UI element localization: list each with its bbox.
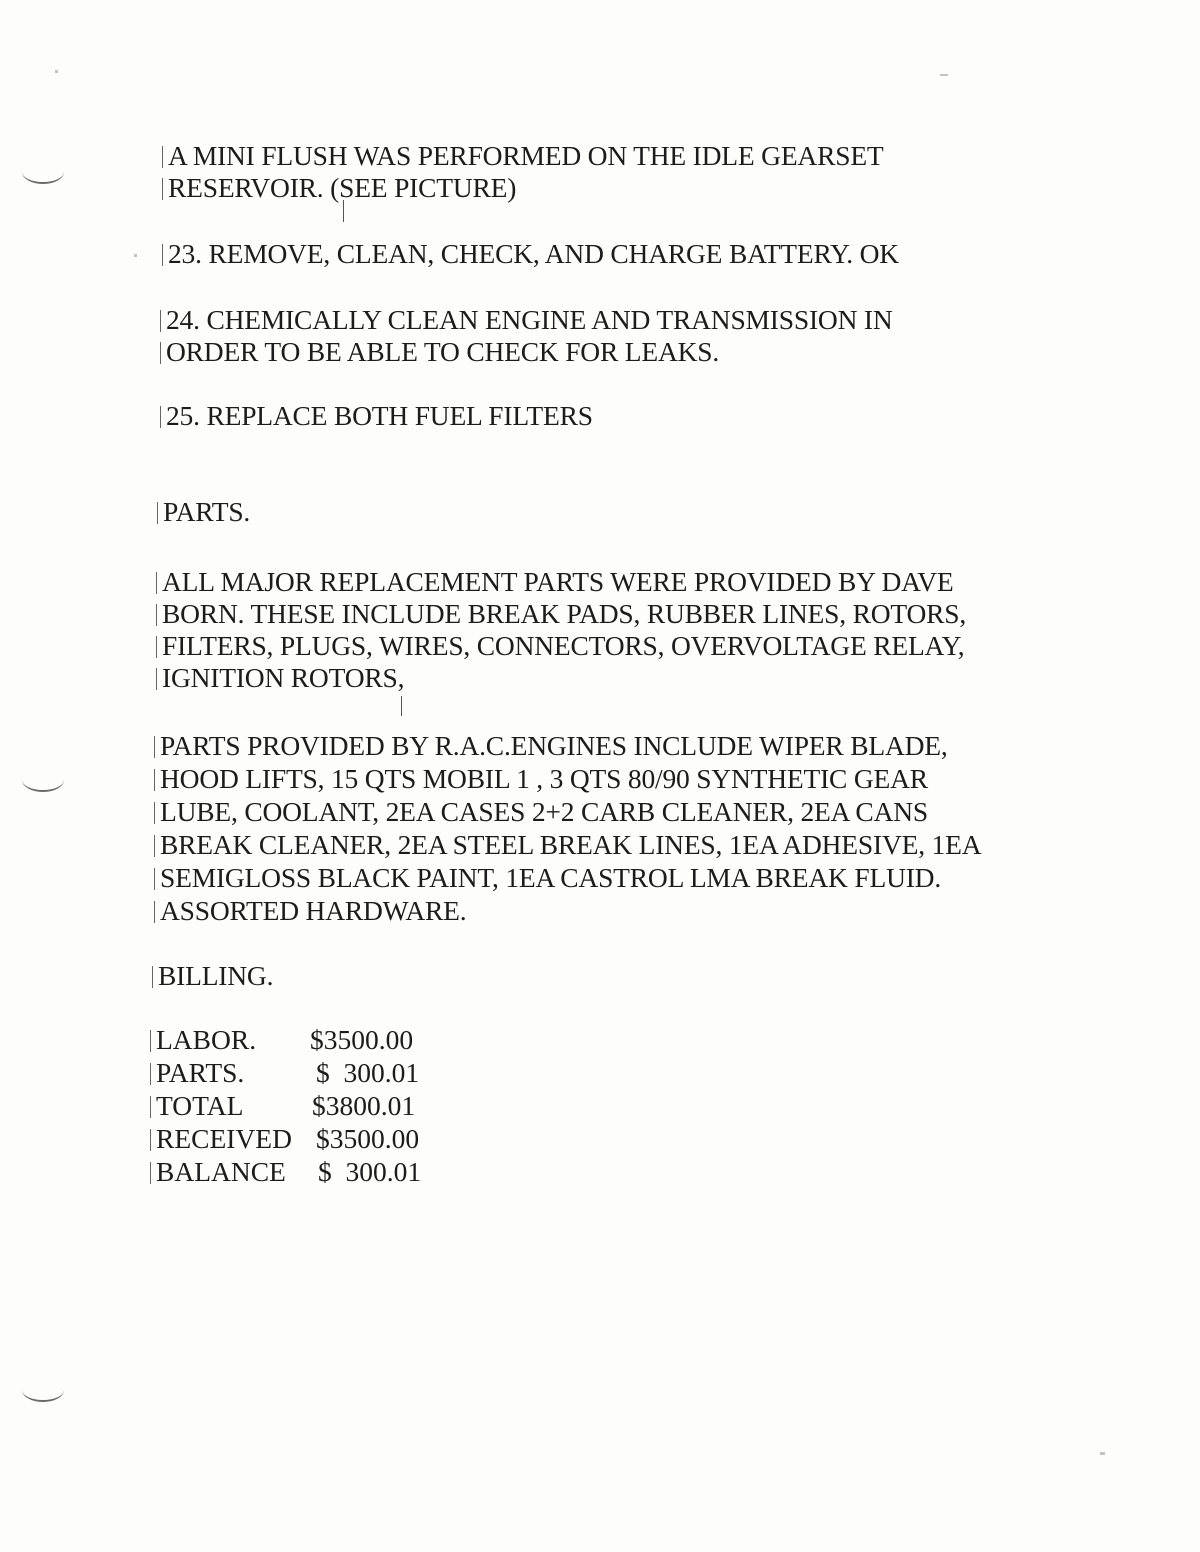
text-line: ASSORTED HARDWARE. <box>160 895 467 926</box>
text-line: HOOD LIFTS, 15 QTS MOBIL 1 , 3 QTS 80/90 SYNTHETIC GEAR <box>160 763 928 794</box>
text-line: RESERVOIR. (SEE PICTURE) <box>168 172 517 203</box>
text-line: BORN. THESE INCLUDE BREAK PADS, RUBBER LINES, ROTORS, <box>162 598 967 629</box>
text-line: PARTS PROVIDED BY R.A.C.ENGINES INCLUDE WIPER BLADE, <box>160 730 948 761</box>
section-heading: BILLING. <box>158 960 274 991</box>
text-line: 24. CHEMICALLY CLEAN ENGINE AND TRANSMISSION IN <box>166 304 893 335</box>
billing-label: BALANCE <box>156 1156 286 1187</box>
text-line: IGNITION ROTORS, <box>162 662 405 693</box>
text-line: SEMIGLOSS BLACK PAINT, 1EA CASTROL LMA BREAK FLUID. <box>160 862 942 893</box>
text-line: LUBE, COOLANT, 2EA CASES 2+2 CARB CLEANER, 2EA CANS <box>160 796 928 827</box>
scan-speck <box>940 74 948 76</box>
scan-speck <box>134 254 137 257</box>
billing-label: RECEIVED <box>156 1123 292 1154</box>
text-line: BREAK CLEANER, 2EA STEEL BREAK LINES, 1EA ADHESIVE, 1EA <box>160 829 982 860</box>
billing-amount: $ 300.01 <box>318 1156 422 1187</box>
text-line: ORDER TO BE ABLE TO CHECK FOR LEAKS. <box>166 336 720 367</box>
billing-amount: $3500.00 <box>316 1123 420 1154</box>
text-line: FILTERS, PLUGS, WIRES, CONNECTORS, OVERVOLTAGE RELAY, <box>162 630 965 661</box>
stray-mark <box>401 696 402 716</box>
binder-hole-top <box>22 160 64 184</box>
billing-amount: $3500.00 <box>310 1024 414 1055</box>
binder-hole-middle <box>22 768 64 792</box>
text-line: ALL MAJOR REPLACEMENT PARTS WERE PROVIDED BY DAVE <box>162 566 954 597</box>
text-line: 23. REMOVE, CLEAN, CHECK, AND CHARGE BATTERY. OK <box>168 238 899 269</box>
section-heading: PARTS. <box>163 496 251 527</box>
billing-label: LABOR. <box>156 1024 257 1055</box>
binder-hole-bottom <box>22 1378 64 1402</box>
billing-label: PARTS. <box>156 1057 245 1088</box>
scan-speck <box>1100 1452 1105 1455</box>
billing-label: TOTAL <box>156 1090 244 1121</box>
scan-speck <box>55 70 58 73</box>
text-line: A MINI FLUSH WAS PERFORMED ON THE IDLE GEARSET <box>168 140 884 171</box>
billing-amount: $ 300.01 <box>316 1057 420 1088</box>
text-line: 25. REPLACE BOTH FUEL FILTERS <box>166 400 593 431</box>
billing-amount: $3800.01 <box>312 1090 416 1121</box>
